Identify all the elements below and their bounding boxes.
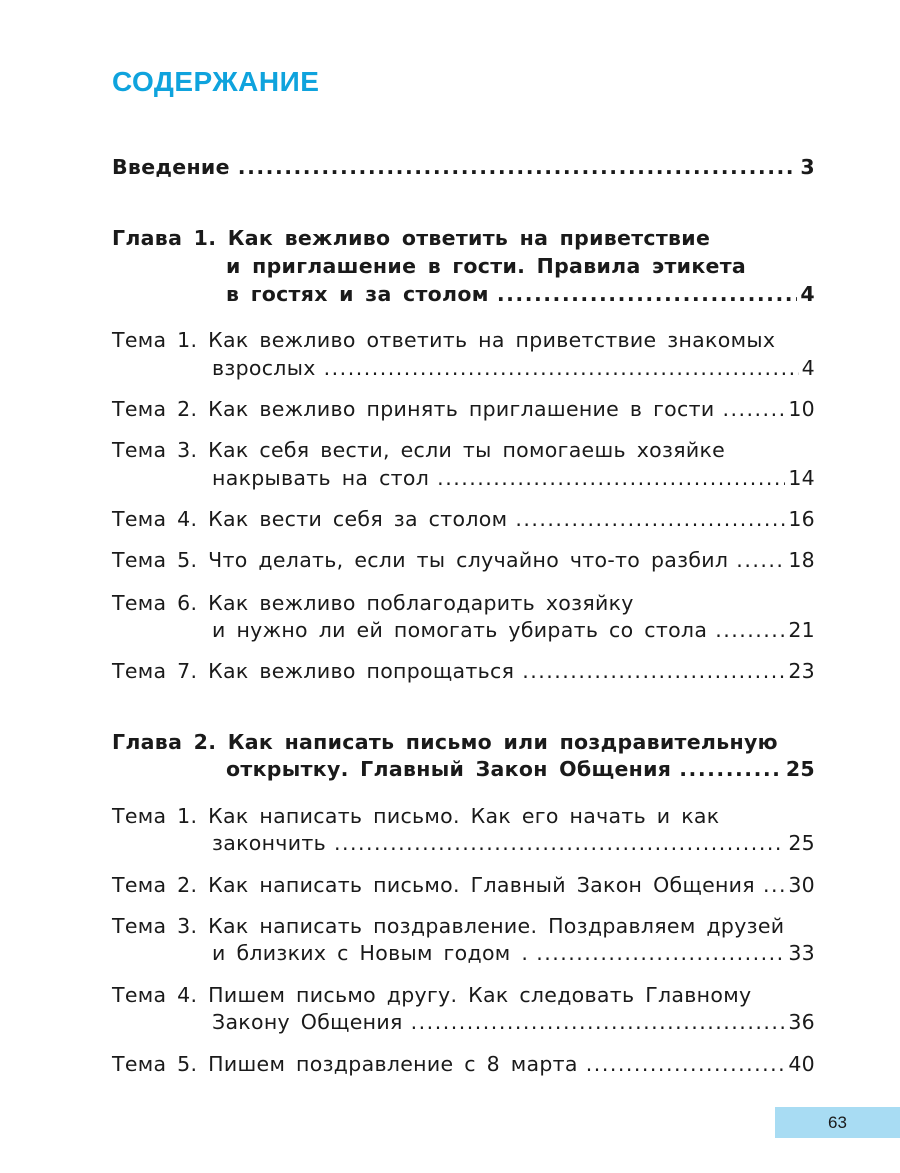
toc-topic-1-6[interactable]: Тема 6. Как вежливо поблагодарить хозяйку	[112, 591, 634, 615]
toc-topic-1-2[interactable]: Тема 2. Как вежливо принять приглашение в гости ..... 10	[112, 397, 815, 427]
toc-topic-1-4[interactable]: Тема 4. Как вести себя за столом ..... 16	[112, 507, 815, 537]
toc-page-number: 3	[800, 155, 815, 179]
toc-entry-intro[interactable]	[112, 155, 815, 185]
chapter-2-heading-line2[interactable]: открытку. Главный Закон Общения ..... 25	[226, 757, 815, 787]
dot-leader	[238, 155, 798, 179]
dot-leader	[522, 659, 785, 683]
toc-page-number: 4	[801, 356, 815, 380]
toc-topic-2-2[interactable]: Тема 2. Как написать письмо. Главный Закон Общения ..... 30	[112, 873, 815, 903]
toc-page-number: 25	[785, 757, 815, 781]
page-number-tab: 63	[775, 1107, 900, 1138]
dot-leader	[334, 831, 785, 855]
dot-leader	[411, 1010, 786, 1034]
dot-leader	[324, 356, 799, 380]
toc-entry-label: Введение	[112, 155, 230, 179]
dot-leader	[722, 397, 785, 421]
page-title: СОДЕРЖАНИЕ	[112, 66, 320, 97]
toc-page-number: 36	[788, 1010, 815, 1034]
toc-page-number: 25	[788, 831, 815, 855]
dot-leader	[586, 1052, 786, 1076]
toc-topic-2-4-cont[interactable]: Закону Общения ..... 36	[212, 1010, 815, 1040]
toc-page-number: 33	[788, 941, 815, 965]
toc-topic-2-5[interactable]: Тема 5. Пишем поздравление с 8 марта ..... 40	[112, 1052, 815, 1082]
toc-page-number: 4	[800, 282, 815, 306]
toc-page-number: 16	[788, 507, 815, 531]
dot-leader	[679, 757, 783, 781]
toc-topic-1-3[interactable]: Тема 3. Как себя вести, если ты помогаешь хозяйке	[112, 438, 726, 462]
chapter-1-heading[interactable]: Глава 1. Как вежливо ответить на приветствие	[112, 226, 711, 250]
toc-topic-2-4[interactable]: Тема 4. Пишем письмо другу. Как следовать Главному	[112, 983, 752, 1007]
toc-topic-2-3[interactable]: Тема 3. Как написать поздравление. Поздравляем друзей	[112, 914, 785, 938]
dot-leader	[763, 873, 785, 897]
toc-page-number: 30	[788, 873, 815, 897]
toc-page-number: 40	[788, 1052, 815, 1076]
chapter-1-heading-line2: и приглашение в гости. Правила этикета	[226, 254, 747, 278]
toc-page-number: 10	[788, 397, 815, 421]
toc-topic-1-3-cont[interactable]: накрывать на стол ..... 14	[212, 466, 815, 496]
chapter-1-heading-line3[interactable]: в гостях и за столом ..... 4	[226, 282, 815, 312]
toc-page-number: 21	[788, 618, 815, 642]
toc-topic-2-1-cont[interactable]: закончить ..... 25	[212, 831, 815, 861]
dot-leader	[715, 618, 785, 642]
dot-leader	[515, 507, 785, 531]
dot-leader	[736, 548, 785, 572]
dot-leader	[536, 941, 785, 965]
toc-topic-1-7[interactable]: Тема 7. Как вежливо попрощаться ..... 23	[112, 659, 815, 689]
dot-leader	[437, 466, 785, 490]
toc-page-number: 18	[788, 548, 815, 572]
toc-topic-2-3-cont[interactable]: и близких с Новым годом . ..... 33	[212, 941, 815, 971]
dot-leader	[497, 282, 798, 306]
toc-topic-2-1[interactable]: Тема 1. Как написать письмо. Как его начать и как	[112, 804, 720, 828]
toc-topic-1-6-cont[interactable]: и нужно ли ей помогать убирать со стола ..... 21	[212, 618, 815, 648]
toc-topic-1-1[interactable]: Тема 1. Как вежливо ответить на приветствие знакомых	[112, 328, 776, 352]
chapter-2-heading[interactable]: Глава 2. Как написать письмо или поздравительную	[112, 730, 778, 754]
toc-page-number: 23	[788, 659, 815, 683]
toc-page-number: 14	[788, 466, 815, 490]
toc-topic-1-5[interactable]: Тема 5. Что делать, если ты случайно что-то разбил ..... 18	[112, 548, 815, 578]
toc-topic-1-1-cont[interactable]: взрослых ..... 4	[212, 356, 815, 386]
